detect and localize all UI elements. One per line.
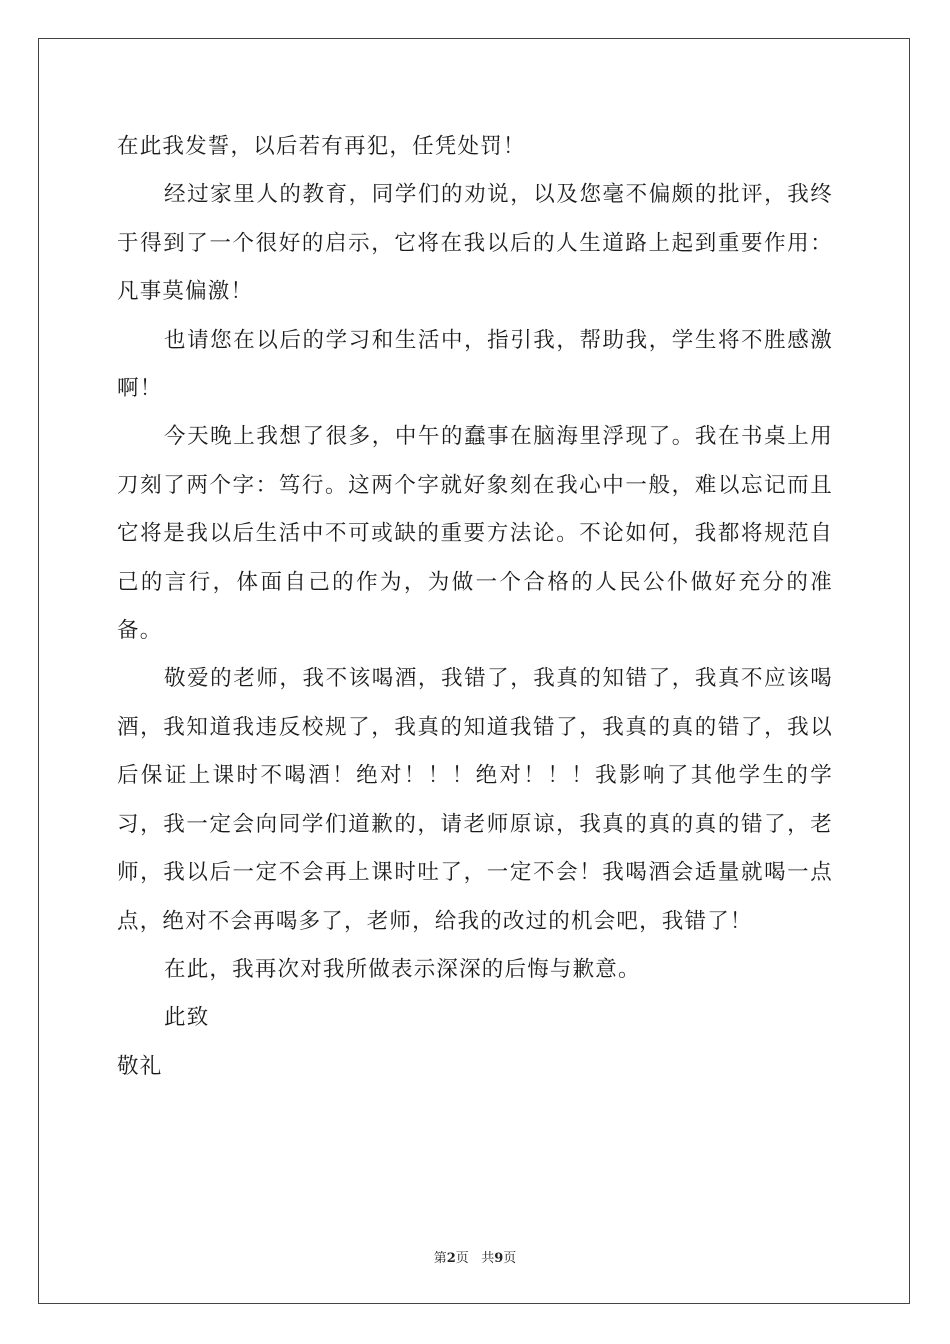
total-suffix: 页: [503, 1251, 517, 1266]
page-current-number: 2: [446, 1251, 456, 1266]
letter-body: [117, 123, 833, 1091]
paragraph-regret: 在此，我再次对我所做表示深深的后悔与歉意。: [164, 956, 641, 982]
page-prefix: 第: [433, 1251, 447, 1266]
paragraph-lesson: 经过家里人的教育，同学们的劝说，以及您毫不偏颇的批评，我终于得到了一个很好的启示，它将在我以后的人生道路上起到重要作用：凡事莫偏激！: [117, 182, 833, 305]
paragraph-request: 也请您在以后的学习和生活中，指引我，帮助我，学生将不胜感激啊！: [117, 327, 833, 402]
closing-regards: 敬礼: [117, 1053, 163, 1079]
total-prefix: 共: [481, 1251, 495, 1266]
paragraph-apology: 敬爱的老师，我不该喝酒，我错了，我真的知错了，我真不应该喝酒，我知道我违反校规了，我真的知道我错了，我真的真的错了，我以后保证上课时不喝酒！绝对！！！绝对！！！我影响了其他学生的学习，我一定会向同学们道歉的，请老师原谅，我真的真的真的错了，老师，我以后一定不会再上课时吐了，一定不会！我喝酒会适量就喝一点点，绝对不会再喝多了，老师，给我的改过的机会吧，我错了！: [117, 666, 833, 934]
page-footer: [0, 1247, 950, 1266]
paragraph-reflection: 今天晚上我想了很多，中午的蠢事在脑海里浮现了。我在书桌上用刀刻了两个字：笃行。这两个字就好象刻在我心中一般，难以忘记而且它将是我以后生活中不可或缺的重要方法论。不论如何，我都将规范自己的言行，体面自己的作为，为做一个合格的人民公仆做好充分的准备。: [117, 424, 833, 644]
page-total-number: 9: [494, 1251, 504, 1266]
page-suffix: 页: [455, 1251, 469, 1266]
paragraph-vow: 在此我发誓，以后若有再犯，任凭处罚！: [117, 134, 526, 159]
closing-salutation: 此致: [164, 1005, 210, 1031]
